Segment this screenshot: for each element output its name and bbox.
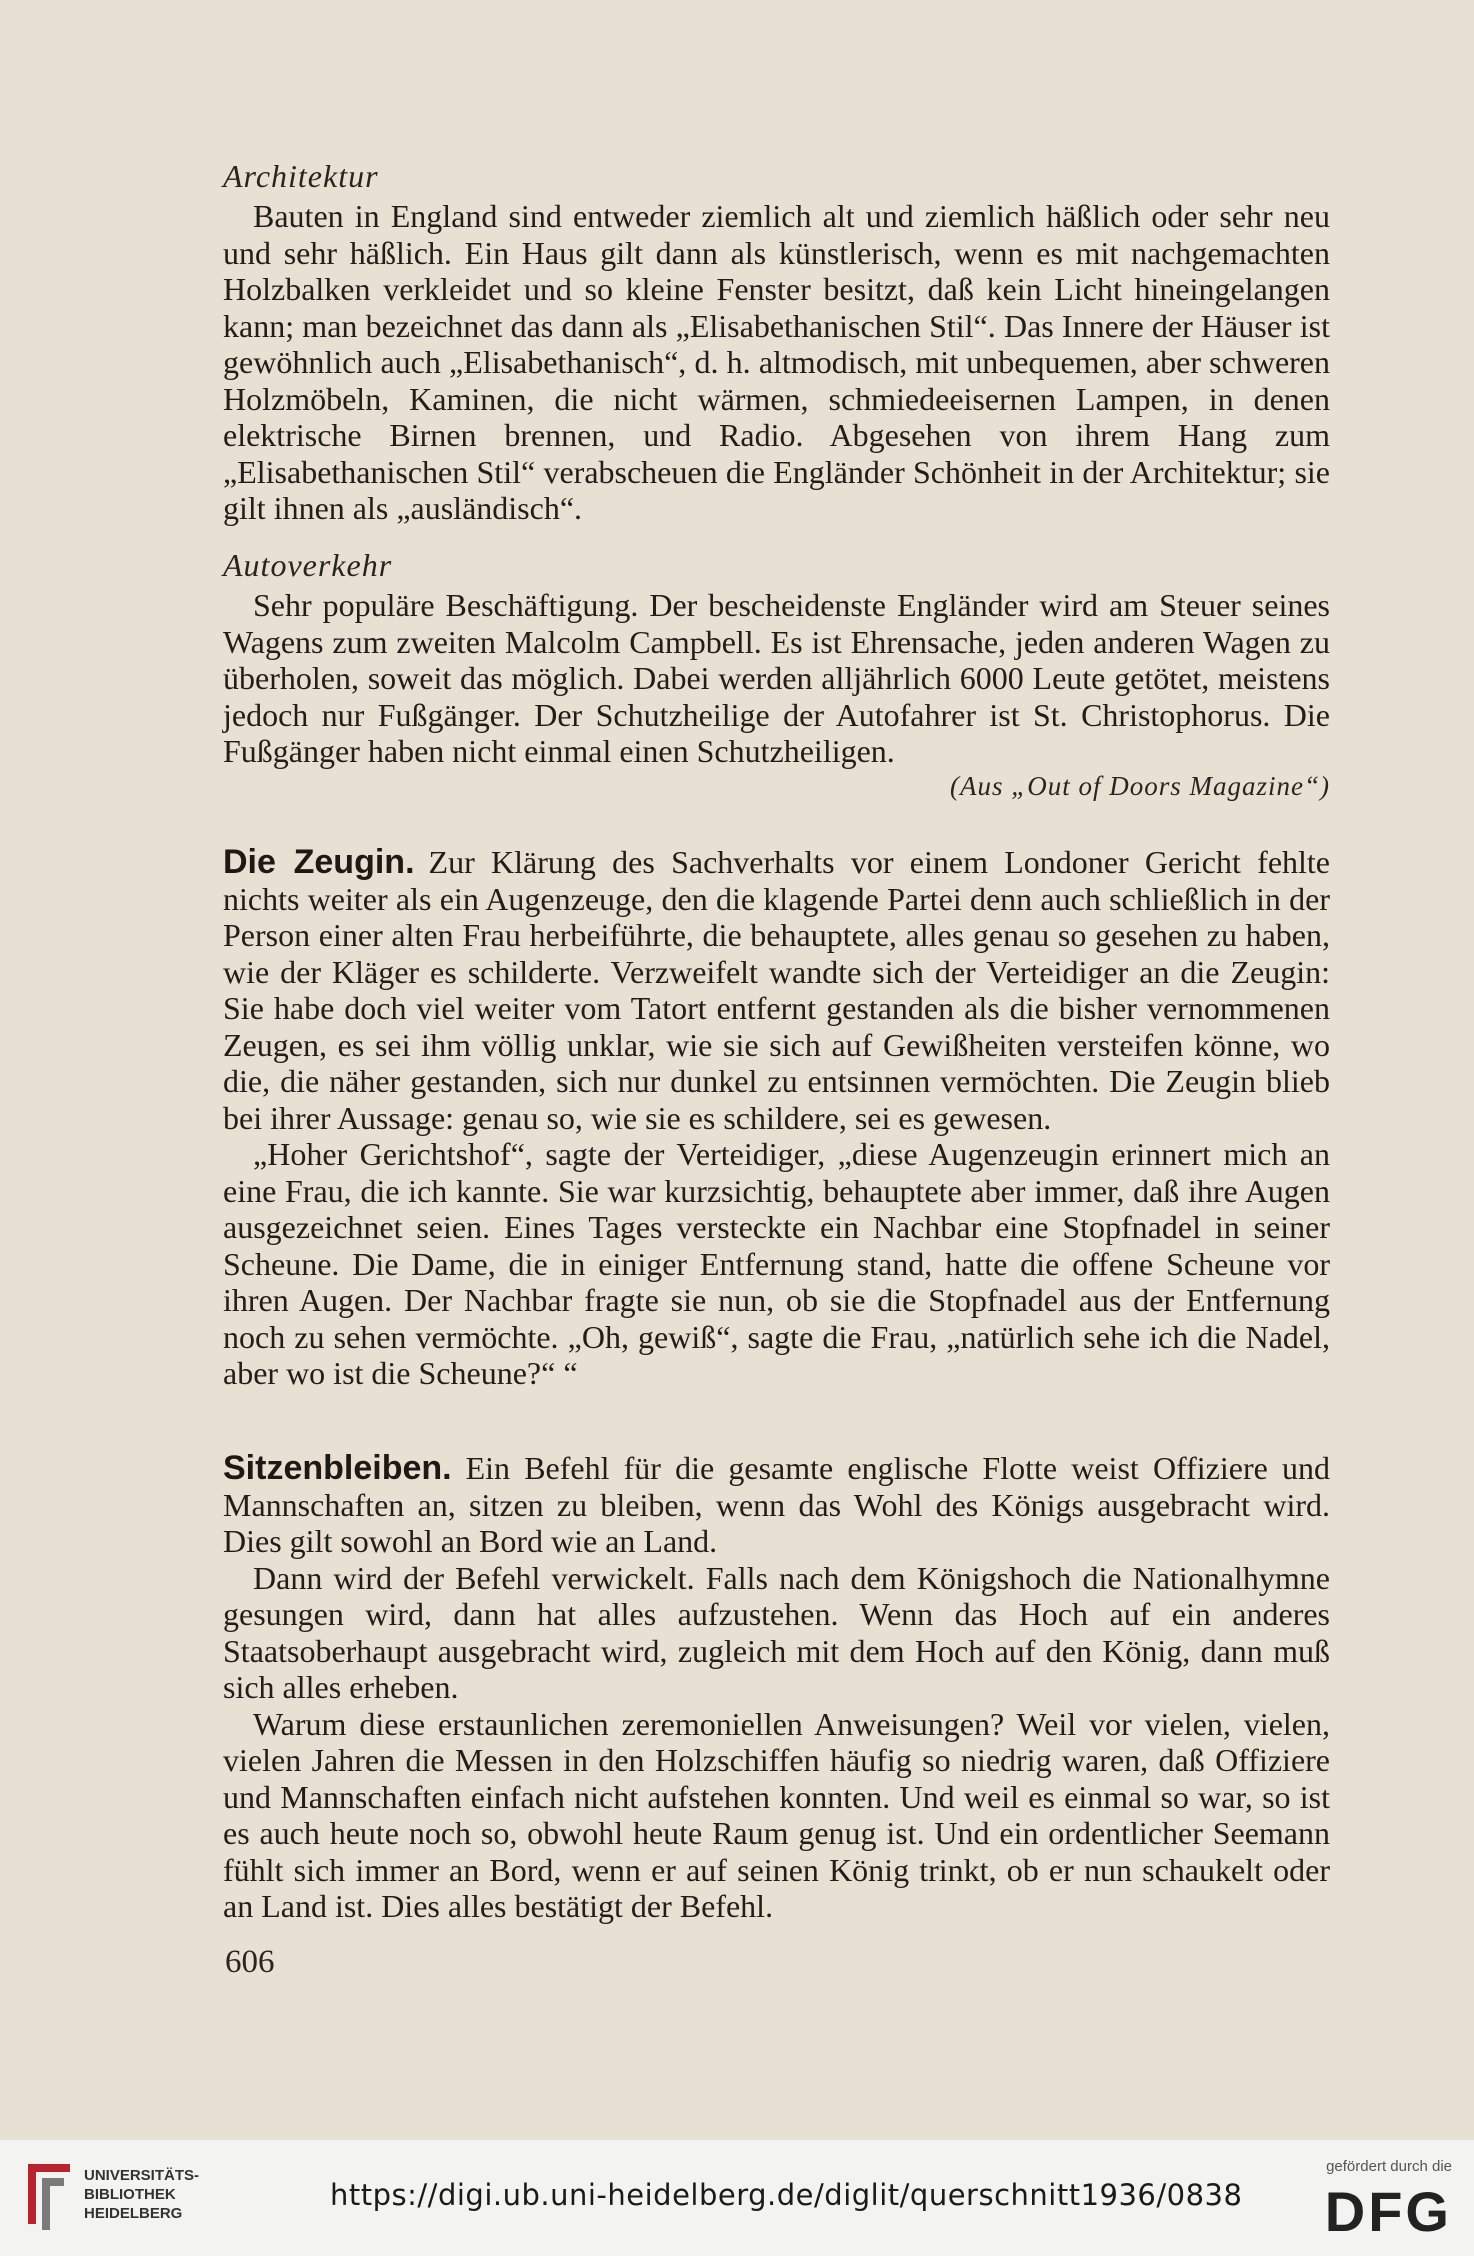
autoverkehr-paragraph: Sehr populäre Beschäftigung. Der bescheidenste Engländer wird am Steuer seines Wagens zum zweiten Malcolm Campbell. Es ist Ehrensache, jeden anderen Wagen zu überholen, soweit das möglich. Dabei werden alljährlich 6000 Leute getötet, meistens jedoch nur Fußgänger. Der Schutzheilige der Autofahrer ist St. Christophorus. Die Fußgänger haben nicht einmal einen Schutzheiligen. (223, 587, 1330, 769)
library-name-line-2: BIBLIOTHEK (84, 2186, 176, 2203)
sitzen-paragraph-1 (223, 1450, 1330, 1560)
zeugin-title: Die Zeugin. (223, 843, 415, 881)
dfg-logo: DFG (1324, 2180, 1452, 2243)
sitzenbleiben-section (223, 1450, 1330, 1925)
document-url-link[interactable]: https://digi.ub.uni-heidelberg.de/diglit/querschnitt1936/0838 (330, 2178, 1243, 2212)
heading-autoverkehr: Autoverkehr (223, 547, 393, 583)
footer-bar (0, 2140, 1474, 2256)
architektur-body (223, 198, 1330, 527)
dfg-caption: gefördert durch die (1326, 2158, 1452, 2175)
sitzen-paragraph-1-text: Ein Befehl für die gesamte englische Flotte weist Offiziere und Mannschaften an, sitzen zu bleiben, wenn das Wohl des Königs ausgebracht wird. Dies gilt sowohl an Bord wie an Land. (223, 1450, 1330, 1559)
zeugin-paragraph-1-text: Zur Klärung des Sachverhalts vor einem Londoner Gericht fehlte nichts weiter als ein Augenzeuge, den die klagende Partei denn auch schließlich in der Person einer alten Frau herbeiführte, die behauptete, alles genau so gesehen zu haben, wie der Kläger es schilderte. Verzweifelt wandte sich der Verteidiger an die Zeugin: Sie habe doch viel weiter vom Tatort entfernt gestanden als die bisher vernommenen Zeugen, es sei ihm völlig unklar, wie sie sich auf Gewißheiten versteifen könne, wo die, die näher gestanden, sich nur dunkel zu entsinnen vermöchten. Die Zeugin blieb bei ihrer Aussage: genau so, wie sie es schildere, sei es gewesen. (223, 844, 1331, 1136)
autoverkehr-body (223, 587, 1330, 770)
library-logo-icon (24, 2162, 74, 2232)
library-name (84, 2166, 199, 2223)
library-name-line-1: UNIVERSITÄTS- (84, 2167, 200, 2184)
library-name-line-3: HEIDELBERG (84, 2205, 183, 2222)
zeugin-paragraph-1 (223, 844, 1330, 1136)
zeugin-paragraph-2: „Hoher Gerichtshof“, sagte der Verteidiger, „diese Augenzeugin erinnert mich an eine Frau, die ich kannte. Sie war kurzsichtig, behauptete aber immer, daß ihre Augen ausgezeichnet seien. Eines Tages versteckte ein Nachbar eine Stopfnadel in seiner Scheune. Die Dame, die in einiger Entfernung stand, hatte die offene Scheune vor ihren Augen. Der Nachbar fragte sie nun, ob sie die Stopfnadel aus der Entfernung noch zu sehen vermöchte. „Oh, gewiß“, sagte die Frau, „natürlich sehe ich die Nadel, aber wo ist die Scheune?“ “ (223, 1136, 1330, 1391)
architektur-paragraph: Bauten in England sind entweder ziemlich alt und ziemlich häßlich oder sehr neu und sehr häßlich. Ein Haus gilt dann als künstlerisch, wenn es mit nachgemachten Holzbalken verkleidet und so kleine Fenster besitzt, daß kein Licht hineingelangen kann; man bezeichnet das dann als „Elisabethanischen Stil“. Das Innere der Häuser ist gewöhnlich auch „Elisabethanisch“, d. h. altmodisch, mit unbequemen, aber schweren Holzmöbeln, Kaminen, die nicht wärmen, schmiedeeisernen Lampen, in denen elektrische Birnen brennen, und Radio. Abgesehen von ihrem Hang zum „Elisabethanischen Stil“ verabscheuen die Engländer Schönheit in der Architektur; sie gilt ihnen als „ausländisch“. (223, 198, 1330, 526)
sitzen-title: Sitzenbleiben. (223, 1449, 452, 1487)
zeugin-section (223, 844, 1330, 1392)
source-note: (Aus „Out of Doors Magazine“) (949, 771, 1330, 801)
heading-architektur: Architektur (223, 158, 379, 194)
sitzen-paragraph-2: Dann wird der Befehl verwickelt. Falls nach dem Königshoch die Nationalhymne gesungen wird, dann hat alles aufzustehen. Wenn das Hoch auf ein anderes Staatsoberhaupt ausgebracht wird, zugleich mit dem Hoch auf den König, dann muß sich alles erheben. (223, 1559, 1330, 1705)
sitzen-paragraph-3: Warum diese erstaunlichen zeremoniellen Anweisungen? Weil vor vielen, vielen, vielen Jahren die Messen in den Holzschiffen häufig so niedrig waren, daß Offiziere und Mannschaften einfach nicht aufstehen konnten. Und weil es einmal so war, so ist es auch heute noch so, obwohl heute Raum genug ist. Und ein ordentlicher Seemann fühlt sich immer an Bord, wenn er auf seinen König trinkt, ob er nun schaukelt oder an Land ist. Dies alles bestätigt der Befehl. (223, 1705, 1330, 1924)
page-number: 606 (225, 1944, 275, 1980)
